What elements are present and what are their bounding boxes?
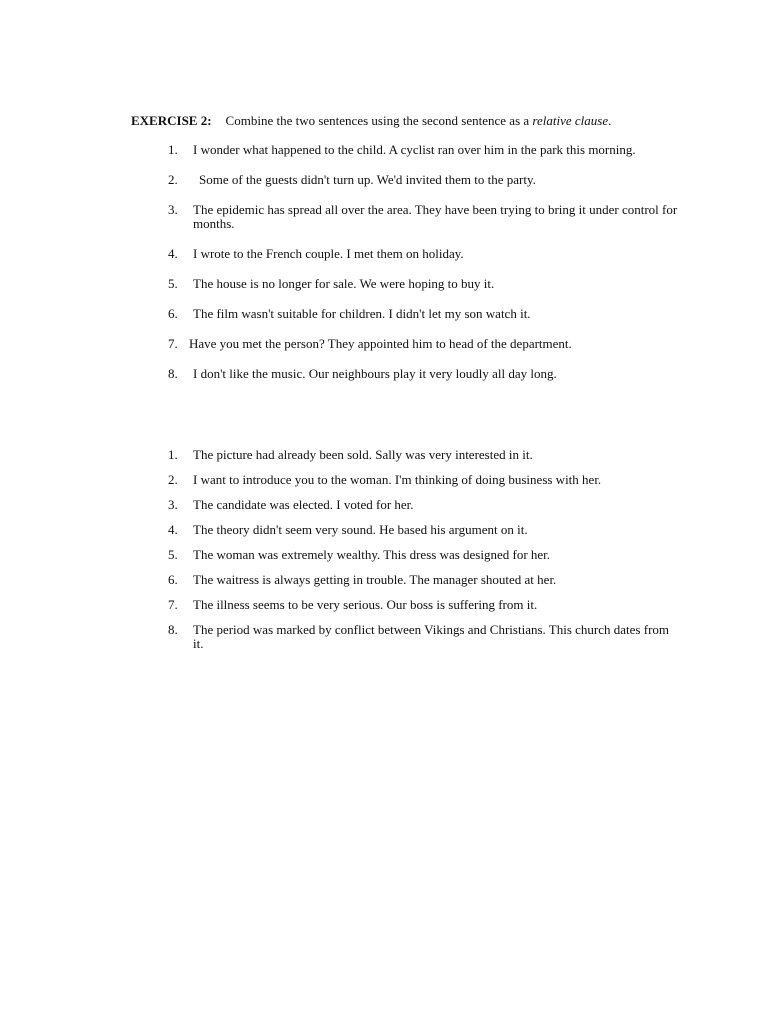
list-item — [160, 548, 680, 562]
item-text: The house is no longer for sale. We were hoping to buy it. — [193, 276, 495, 291]
exercise-label: EXERCISE 2: — [131, 113, 212, 128]
item-number: 1. — [168, 447, 178, 462]
item-number: 4. — [168, 522, 178, 537]
list-item — [160, 337, 680, 351]
item-number: 2. — [168, 472, 178, 487]
list-item — [160, 598, 680, 612]
item-number: 4. — [168, 246, 178, 261]
item-text: The film wasn't suitable for children. I didn't let my son watch it. — [193, 306, 531, 321]
instruction-suffix: . — [608, 113, 612, 128]
item-text: I want to introduce you to the woman. I'm thinking of doing business with her. — [193, 472, 602, 487]
item-number: 3. — [168, 202, 178, 217]
item-text: The epidemic has spread all over the area. They have been trying to bring it under control for months. — [193, 202, 678, 231]
list-item — [160, 173, 680, 187]
item-number: 7. — [168, 597, 178, 612]
list-item — [160, 448, 680, 462]
exercise-header — [131, 113, 691, 129]
instruction-emphasis: relative clause — [532, 113, 609, 128]
item-number: 2. — [168, 172, 178, 187]
list-item — [160, 473, 680, 487]
list-item — [160, 203, 680, 231]
item-text: The illness seems to be very serious. Our boss is suffering from it. — [193, 597, 538, 612]
list-item — [160, 623, 680, 651]
item-text: I wonder what happened to the child. A cyclist ran over him in the park this morning. — [193, 142, 636, 157]
item-number: 5. — [168, 547, 178, 562]
item-text: The waitress is always getting in trouble. The manager shouted at her. — [193, 572, 557, 587]
item-text: The theory didn't seem very sound. He based his argument on it. — [193, 522, 528, 537]
item-text: The period was marked by conflict between Vikings and Christians. This church dates from it. — [193, 622, 670, 651]
item-text: Have you met the person? They appointed him to head of the department. — [189, 336, 572, 351]
item-number: 8. — [168, 622, 178, 637]
sentence-list-2 — [160, 448, 680, 662]
list-item — [160, 573, 680, 587]
item-text: Some of the guests didn't turn up. We'd invited them to the party. — [199, 172, 536, 187]
item-number: 1. — [168, 142, 178, 157]
list-item — [160, 367, 680, 381]
list-item — [160, 498, 680, 512]
list-item — [160, 523, 680, 537]
list-item — [160, 247, 680, 261]
sentence-list-1 — [160, 143, 680, 397]
instruction-prefix: Combine the two sentences using the second sentence as a — [225, 113, 533, 128]
item-text: The candidate was elected. I voted for her. — [193, 497, 414, 512]
item-number: 3. — [168, 497, 178, 512]
item-number: 6. — [168, 572, 178, 587]
item-number: 7. — [168, 336, 178, 351]
item-number: 8. — [168, 366, 178, 381]
item-text: The picture had already been sold. Sally was very interested in it. — [193, 447, 533, 462]
item-text: The woman was extremely wealthy. This dress was designed for her. — [193, 547, 551, 562]
item-text: I wrote to the French couple. I met them on holiday. — [193, 246, 464, 261]
item-text: I don't like the music. Our neighbours play it very loudly all day long. — [193, 366, 557, 381]
list-item — [160, 277, 680, 291]
item-number: 5. — [168, 276, 178, 291]
list-item — [160, 143, 680, 157]
list-item — [160, 307, 680, 321]
item-number: 6. — [168, 306, 178, 321]
